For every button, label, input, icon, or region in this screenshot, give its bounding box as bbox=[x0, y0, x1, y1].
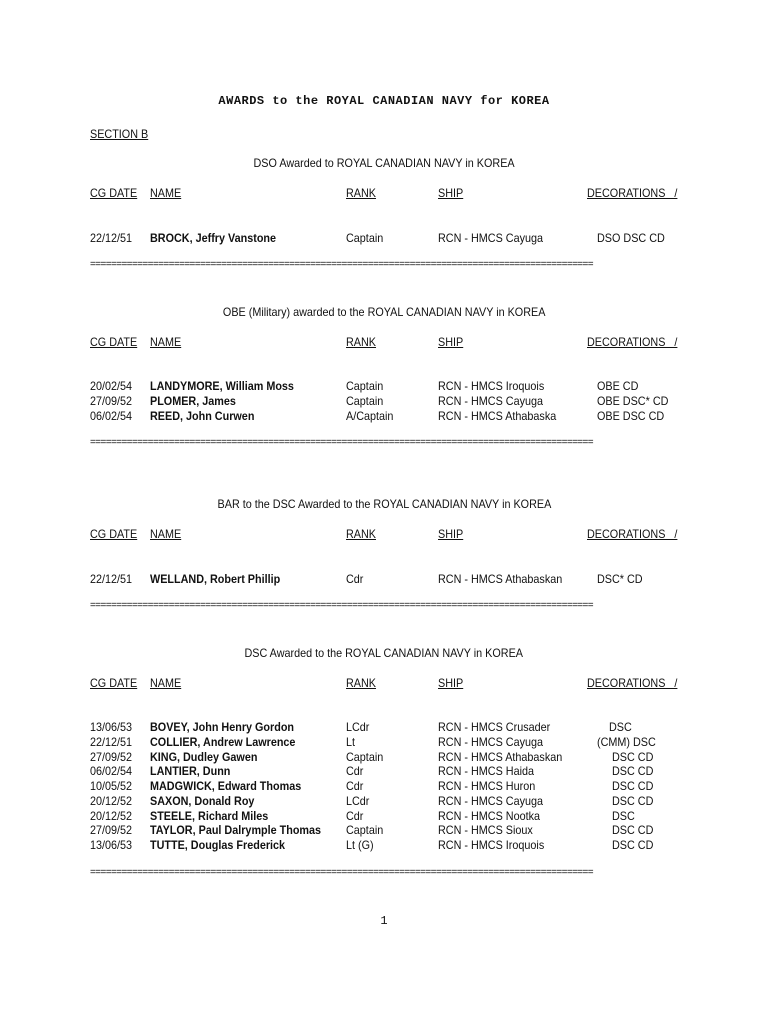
cell-ship: RCN - HMCS Nootka bbox=[438, 808, 541, 823]
table-row bbox=[0, 750, 768, 766]
section-label: SECTION B bbox=[90, 127, 149, 141]
cell-date: 06/02/54 bbox=[90, 408, 133, 423]
header-ship: SHIP bbox=[438, 335, 464, 349]
cell-decorations: DSC CD bbox=[597, 838, 654, 852]
cell-ship: RCN - HMCS Huron bbox=[438, 779, 536, 793]
cell-ship: RCN - HMCS Cayuga bbox=[438, 793, 544, 808]
table-row bbox=[0, 720, 768, 736]
cell-decorations: OBE DSC CD bbox=[597, 408, 665, 423]
cell-name: SAXON, Donald Roy bbox=[150, 793, 255, 808]
cell-decorations: DSC CD bbox=[597, 764, 654, 779]
cell-given-names: Edward Thomas bbox=[217, 779, 302, 793]
cell-surname: BOVEY bbox=[150, 720, 187, 734]
cell-date: 20/02/54 bbox=[90, 379, 133, 393]
header-name: NAME bbox=[150, 335, 182, 349]
header-date: CG DATE bbox=[90, 335, 138, 349]
separator-line: ================================================================================================ bbox=[90, 437, 594, 448]
cell-name: PLOMER, James bbox=[150, 393, 236, 408]
header-date: CG DATE bbox=[90, 527, 138, 541]
table-row bbox=[0, 409, 768, 425]
cell-given-names: John Curwen bbox=[186, 408, 255, 423]
header-ship: SHIP bbox=[438, 676, 464, 690]
cell-surname: STEELE bbox=[150, 808, 193, 823]
cell-name: WELLAND, Robert Phillip bbox=[150, 572, 281, 586]
block-title bbox=[0, 646, 768, 660]
cell-ship: RCN - HMCS Sioux bbox=[438, 823, 533, 838]
cell-decorations: (CMM) DSC bbox=[597, 734, 656, 749]
cell-decorations: DSC CD bbox=[597, 793, 654, 808]
cell-rank: Captain bbox=[346, 379, 384, 393]
cell-given-names: Robert Phillip bbox=[210, 572, 281, 586]
cell-name: TUTTE, Douglas Frederick bbox=[150, 838, 286, 852]
cell-rank: Captain bbox=[346, 823, 384, 838]
cell-date: 22/12/51 bbox=[90, 572, 133, 586]
cell-given-names: James bbox=[202, 393, 236, 408]
cell-given-names: William Moss bbox=[225, 379, 294, 393]
table-row bbox=[0, 764, 768, 780]
cell-given-names: John Henry Gordon bbox=[192, 720, 295, 734]
block-title-text: BAR to the DSC Awarded to the ROYAL CANADIAN NAVY in KOREA bbox=[217, 497, 551, 511]
cell-ship: RCN - HMCS Cayuga bbox=[438, 231, 544, 245]
block-title bbox=[0, 156, 768, 170]
cell-given-names: Paul Dalrymple Thomas bbox=[198, 823, 322, 838]
header-ship: SHIP bbox=[438, 527, 464, 541]
cell-name: REED, John Curwen bbox=[150, 408, 255, 423]
cell-rank: Cdr bbox=[346, 779, 364, 793]
cell-date: 20/12/52 bbox=[90, 793, 133, 808]
cell-name: COLLIER, Andrew Lawrence bbox=[150, 734, 296, 749]
table-row bbox=[0, 779, 768, 795]
cell-name: MADGWICK, Edward Thomas bbox=[150, 779, 302, 793]
cell-rank: LCdr bbox=[346, 720, 370, 734]
table-header bbox=[0, 527, 768, 543]
table-header bbox=[0, 676, 768, 692]
cell-ship: RCN - HMCS Athabaskan bbox=[438, 749, 563, 764]
cell-date: 06/02/54 bbox=[90, 764, 133, 779]
table-row bbox=[0, 231, 768, 247]
cell-rank: Lt bbox=[346, 734, 356, 749]
cell-given-names: Jeffry Vanstone bbox=[195, 231, 277, 245]
cell-decorations: DSC CD bbox=[597, 779, 654, 793]
header-date: CG DATE bbox=[90, 186, 138, 200]
table-row bbox=[0, 838, 768, 854]
cell-name: LANDYMORE, William Moss bbox=[150, 379, 294, 393]
cell-surname: KING bbox=[150, 749, 177, 764]
header-rank: RANK bbox=[346, 527, 377, 541]
cell-given-names: Douglas Frederick bbox=[190, 838, 286, 852]
cell-date: 27/09/52 bbox=[90, 393, 133, 408]
cell-decorations: DSO DSC CD bbox=[597, 231, 665, 245]
cell-surname: WELLAND bbox=[150, 572, 204, 586]
cell-given-names: Dudley Gawen bbox=[183, 749, 258, 764]
cell-date: 20/12/52 bbox=[90, 808, 133, 823]
table-row bbox=[0, 735, 768, 751]
table-row bbox=[0, 809, 768, 825]
cell-surname: REED bbox=[150, 408, 181, 423]
page-number: 1 bbox=[380, 914, 388, 928]
cell-ship: RCN - HMCS Iroquois bbox=[438, 379, 545, 393]
cell-surname: BROCK bbox=[150, 231, 190, 245]
document-title: AWARDS to the ROYAL CANADIAN NAVY for KOREA bbox=[218, 94, 550, 108]
header-rank: RANK bbox=[346, 186, 377, 200]
header-ship: SHIP bbox=[438, 186, 464, 200]
table-row bbox=[0, 394, 768, 410]
cell-ship: RCN - HMCS Athabaskan bbox=[438, 572, 563, 586]
cell-name: BOVEY, John Henry Gordon bbox=[150, 720, 295, 734]
block-title-text: DSO Awarded to ROYAL CANADIAN NAVY in KOREA bbox=[253, 156, 515, 170]
table-header bbox=[0, 186, 768, 202]
cell-date: 27/09/52 bbox=[90, 823, 133, 838]
table-row bbox=[0, 379, 768, 395]
cell-rank: Captain bbox=[346, 749, 384, 764]
header-decorations: DECORATIONS / bbox=[587, 186, 678, 200]
cell-given-names: Dunn bbox=[202, 764, 231, 779]
cell-decorations: DSC* CD bbox=[597, 572, 643, 586]
cell-rank: A/Captain bbox=[346, 408, 394, 423]
cell-surname: TUTTE bbox=[150, 838, 185, 852]
cell-ship: RCN - HMCS Haida bbox=[438, 764, 535, 779]
cell-date: 27/09/52 bbox=[90, 749, 133, 764]
cell-rank: Lt (G) bbox=[346, 838, 374, 852]
separator-line: ================================================================================================ bbox=[90, 600, 594, 611]
cell-decorations: DSC CD bbox=[597, 749, 654, 764]
cell-decorations: DSC bbox=[597, 808, 635, 823]
cell-rank: Captain bbox=[346, 231, 384, 245]
cell-surname: COLLIER bbox=[150, 734, 198, 749]
header-decorations: DECORATIONS / bbox=[587, 676, 678, 690]
cell-date: 22/12/51 bbox=[90, 231, 133, 245]
table-row bbox=[0, 572, 768, 588]
cell-ship: RCN - HMCS Crusader bbox=[438, 720, 551, 734]
cell-rank: Captain bbox=[346, 393, 384, 408]
separator-line: ================================================================================================ bbox=[90, 867, 594, 878]
table-header bbox=[0, 335, 768, 351]
header-name: NAME bbox=[150, 676, 182, 690]
header-rank: RANK bbox=[346, 676, 377, 690]
cell-name: LANTIER, Dunn bbox=[150, 764, 231, 779]
separator-line: ================================================================================================ bbox=[90, 259, 594, 270]
header-name: NAME bbox=[150, 527, 182, 541]
cell-ship: RCN - HMCS Cayuga bbox=[438, 393, 544, 408]
cell-name: STEELE, Richard Miles bbox=[150, 808, 269, 823]
cell-given-names: Donald Roy bbox=[194, 793, 255, 808]
cell-decorations: OBE DSC* CD bbox=[597, 393, 669, 408]
table-row bbox=[0, 794, 768, 810]
header-decorations: DECORATIONS / bbox=[587, 527, 678, 541]
cell-rank: LCdr bbox=[346, 793, 370, 808]
block-title-text: OBE (Military) awarded to the ROYAL CANADIAN NAVY in KOREA bbox=[222, 305, 546, 319]
cell-surname: PLOMER bbox=[150, 393, 197, 408]
cell-rank: Cdr bbox=[346, 572, 364, 586]
cell-given-names: Andrew Lawrence bbox=[203, 734, 296, 749]
cell-given-names: Richard Miles bbox=[198, 808, 269, 823]
cell-surname: SAXON bbox=[150, 793, 189, 808]
header-name: NAME bbox=[150, 186, 182, 200]
cell-rank: Cdr bbox=[346, 808, 364, 823]
cell-ship: RCN - HMCS Cayuga bbox=[438, 734, 544, 749]
cell-name: TAYLOR, Paul Dalrymple Thomas bbox=[150, 823, 322, 838]
block-title bbox=[0, 497, 768, 511]
cell-date: 22/12/51 bbox=[90, 734, 133, 749]
cell-name: KING, Dudley Gawen bbox=[150, 749, 258, 764]
block-title bbox=[0, 305, 768, 319]
header-rank: RANK bbox=[346, 335, 377, 349]
cell-ship: RCN - HMCS Athabaska bbox=[438, 408, 557, 423]
cell-decorations: DSC bbox=[597, 720, 632, 734]
header-decorations: DECORATIONS / bbox=[587, 335, 678, 349]
block-title-text: DSC Awarded to the ROYAL CANADIAN NAVY in KOREA bbox=[244, 646, 524, 660]
cell-date: 13/06/53 bbox=[90, 720, 133, 734]
cell-date: 10/05/52 bbox=[90, 779, 133, 793]
cell-rank: Cdr bbox=[346, 764, 364, 779]
header-date: CG DATE bbox=[90, 676, 138, 690]
cell-name: BROCK, Jeffry Vanstone bbox=[150, 231, 277, 245]
cell-surname: LANDYMORE bbox=[150, 379, 220, 393]
cell-surname: LANTIER bbox=[150, 764, 197, 779]
cell-surname: MADGWICK bbox=[150, 779, 212, 793]
cell-date: 13/06/53 bbox=[90, 838, 133, 852]
cell-ship: RCN - HMCS Iroquois bbox=[438, 838, 545, 852]
cell-decorations: DSC CD bbox=[597, 823, 654, 838]
table-row bbox=[0, 823, 768, 839]
cell-decorations: OBE CD bbox=[597, 379, 639, 393]
cell-surname: TAYLOR bbox=[150, 823, 193, 838]
